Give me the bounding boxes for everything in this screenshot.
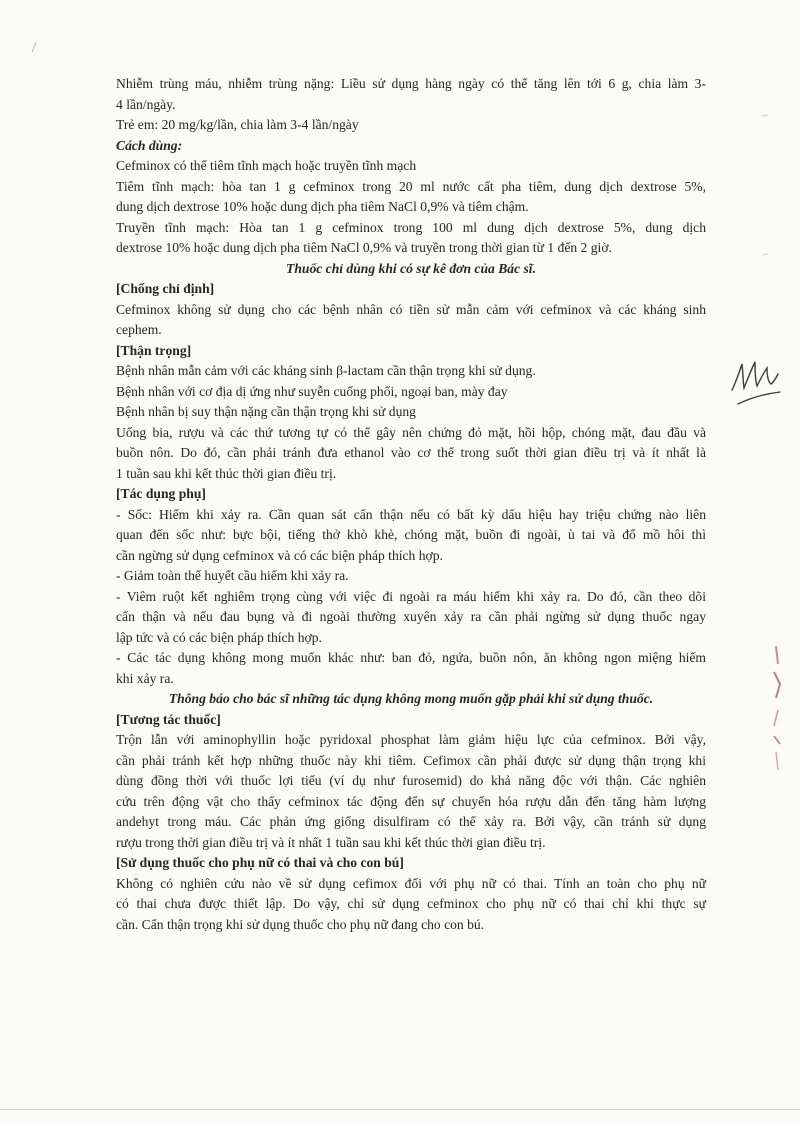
usage-heading: Cách dùng: xyxy=(116,137,183,153)
dosing-line: Nhiễm trùng máu, nhiễm trùng nặng: Liều sử dụng hàng ngày có thể tăng lên tới 6 g, chia làm 3- xyxy=(116,76,706,91)
interactions-line: dùng đồng thời với thuốc lợi tiểu (ví dụ như furosemid) do khả năng độc với thận. Các nghiên xyxy=(116,773,706,788)
side-effects-line: khi xảy ra. xyxy=(116,670,174,686)
edge-smudge xyxy=(760,250,772,260)
side-effects-line: cần ngừng sử dụng cefminox và có các biện pháp thích hợp. xyxy=(116,547,443,563)
usage-line: Truyền tĩnh mạch: Hòa tan 1 g cefminox trong 100 ml dung dịch dextrose 5%, dung dịch xyxy=(116,219,706,235)
side-effects-line: - Viêm ruột kết nghiêm trọng cùng với việc đi ngoài ra máu hiếm khi xảy ra. Do đó, cần theo dõi xyxy=(116,588,706,604)
prescription-note: Thuốc chỉ dùng khi có sự kê đơn của Bác sĩ. xyxy=(286,260,536,276)
report-note: Thông báo cho bác sĩ những tác dụng không mong muốn gặp phải khi sử dụng thuốc. xyxy=(168,691,654,706)
precautions-line: 1 tuần sau khi kết thúc thời gian điều trị. xyxy=(116,465,337,481)
usage-line: Tiêm tĩnh mạch: hòa tan 1 g cefminox trong 20 ml nước cất pha tiêm, dung dịch dextrose 5%, xyxy=(116,178,706,194)
dosing-line: Trẻ em: 20 mg/kg/lần, chia làm 3-4 lần/ngày xyxy=(116,117,359,132)
precautions-line: Bệnh nhân bị suy thận nặng cần thận trọng khi sử dụng xyxy=(116,404,416,419)
precautions-line: Bệnh nhân với cơ địa dị ứng như suyễn cuống phổi, ngoại ban, mày đay xyxy=(116,383,508,399)
contraindications-line: Cefminox không sử dụng cho các bệnh nhân có tiền sử mẫn cảm với cefminox và các kháng sinh xyxy=(116,301,706,317)
pregnancy-line: Không có nghiên cứu nào về sử dụng cefimox đối với phụ nữ có thai. Tính an toàn cho phụ nữ xyxy=(116,875,706,891)
precautions-line: Uống bia, rượu và các thứ tương tự có thể gây nên chứng đỏ mặt, hồi hộp, chóng mặt, đau đầu và xyxy=(116,424,706,440)
usage-line: dextrose 10% hoặc dung dịch pha tiêm NaCl 0,9% và truyền trong thời gian từ 1 đến 2 giờ. xyxy=(116,240,612,255)
pregnancy-line: cần. Cẩn thận trọng khi sử dụng thuốc cho phụ nữ đang cho con bú. xyxy=(116,916,485,932)
contraindications-heading: [Chống chỉ định] xyxy=(116,281,215,296)
interactions-line: rượu trong thời gian điều trị và ít nhất 1 tuần sau khi kết thúc thời gian điều trị. xyxy=(116,834,546,850)
pregnancy-line: có thai chưa được thiết lập. Do vậy, chỉ sử dụng cefminox cho phụ nữ có thai chỉ khi thực sự xyxy=(116,896,706,911)
edge-smudge xyxy=(758,110,772,122)
side-effects-line: - Sốc: Hiếm khi xảy ra. Cần quan sát cẩn thận nếu có bất kỳ dấu hiệu hay triệu chứng nào liên xyxy=(116,506,706,522)
usage-line: Cefminox có thể tiêm tĩnh mạch hoặc truyền tĩnh mạch xyxy=(116,158,417,173)
interactions-line: cứu trên động vật cho thấy cefminox tác động đến sự chuyển hóa rượu dẫn đến tăng hàm lượng xyxy=(116,793,706,809)
side-effects-heading: [Tác dụng phụ] xyxy=(116,486,206,501)
side-effects-line: quan đến sốc như: bực bội, tiếng thở khò khè, chóng mặt, buồn đi ngoài, ù tai và đổ mồ hôi thì xyxy=(116,527,706,542)
interactions-line: cần phải tránh kết hợp những thuốc này khi tiêm. Cefimox cần phải được sử dụng thận trọng khi xyxy=(116,752,706,768)
precautions-heading: [Thận trọng] xyxy=(116,342,192,358)
precautions-line: Bệnh nhân mẫn cảm với các kháng sinh β-lactam cần thận trọng khi sử dụng. xyxy=(116,363,536,378)
interactions-line: andehyt trong máu. Các phản ứng giống disulfiram có thể xảy ra. Bởi vậy, cần tránh sử dụng xyxy=(116,814,706,829)
interactions-line: Trộn lẫn với aminophyllin hoặc pyridoxal phosphat làm giảm hiệu lực của cefminox. Bởi vậy, xyxy=(116,732,706,747)
red-stamp-fragment xyxy=(762,640,792,790)
side-effects-line: lập tức và có các biện pháp thích hợp. xyxy=(116,629,322,645)
side-effects-line: cẩn thận và nếu đau bụng và đi ngoài thường xuyên xảy ra cần phải ngừng sử dụng thuốc ngay xyxy=(116,609,706,624)
document-page xyxy=(116,74,706,935)
pregnancy-heading: [Sử dụng thuốc cho phụ nữ có thai và cho con bú] xyxy=(116,855,404,870)
interactions-heading: [Tương tác thuốc] xyxy=(116,711,221,727)
usage-line: dung dịch dextrose 10% hoặc dung dịch pha tiêm NaCl 0,9% và tiêm chậm. xyxy=(116,199,529,214)
handwritten-initial-signature xyxy=(728,352,784,410)
page-bottom-edge xyxy=(0,1109,800,1110)
scan-tick-mark xyxy=(30,40,40,54)
dosing-line: 4 lần/ngày. xyxy=(116,96,176,112)
contraindications-line: cephem. xyxy=(116,322,162,337)
precautions-line: buồn nôn. Do đó, cần phải tránh đưa ethanol vào cơ thể trong suốt thời gian điều trị và ít nhất là xyxy=(116,445,706,460)
side-effects-line: - Các tác dụng không mong muốn khác như: ban đỏ, ngứa, buồn nôn, ăn không ngon miệng hiếm xyxy=(116,650,706,665)
side-effects-line: - Giảm toàn thể huyết cầu hiếm khi xảy ra. xyxy=(116,568,349,583)
